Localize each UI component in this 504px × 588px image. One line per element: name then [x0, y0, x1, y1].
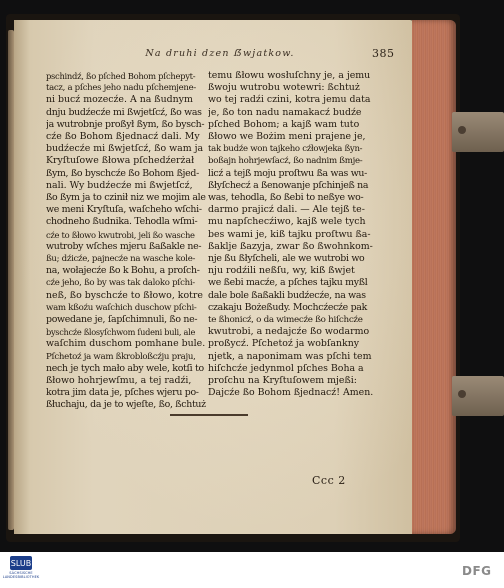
text-line: darmo prajicź dali. — Ale tejß te-	[208, 204, 365, 216]
text-line: neß, ßo byschcźe to ßłowo, kotre	[46, 289, 203, 301]
text-line: dale bole ßaßakli budźecźe, na was	[208, 289, 366, 301]
text-line: dnju budźecźe mi ßwjetſcź, ßo was	[46, 106, 202, 118]
text-line: nje ßu ßłyſcheli, ale we wutrobi wo	[208, 253, 365, 265]
clasp-pin	[458, 390, 466, 398]
viewer-footer	[0, 552, 504, 588]
text-line: pschindź, ßo pſched Bohom pſchepyt-	[46, 71, 196, 81]
text-line: hiſchcźe jedynmol pſches Boha a	[208, 362, 364, 374]
text-line: temu ßłowu wosłuſchny je, a jemu	[208, 70, 371, 81]
text-line: ßym, ßo byschcźe ßo Bohom ßjed-	[46, 167, 199, 179]
clasp-pin	[458, 126, 466, 134]
text-line: we ßebi macźe, a pſches tajku myßl	[208, 277, 368, 289]
catchword: Ccc 2	[312, 474, 346, 487]
library-logo[interactable]	[4, 556, 38, 586]
dfg-logo[interactable]: DFG	[462, 564, 492, 578]
running-head: Na druhi dzen ẞwjatkow.	[145, 48, 295, 59]
text-line: kwutrobi, a nedajcźe ßo wodarmo	[208, 326, 370, 338]
left-text-column	[46, 70, 206, 412]
text-line: bes wami je, kiß tajku proſtwu ßa-	[208, 228, 371, 240]
text-line: Dajcźe ßo Bohom ßjednacź! Amen.	[208, 387, 373, 399]
text-line: ßłyſchecź a ßenowanje pſchinjeß na	[208, 179, 369, 191]
text-line: cźe to ßłowo kwutrobi, jeli ßo wasche	[46, 229, 195, 240]
text-line: wam kßoźu waſchich duschow pſchi-	[46, 302, 197, 313]
text-line: mu napſchecźiwo, kajß wele tych	[208, 216, 366, 228]
text-line: pſched Bohom; a kajß wam tuto	[208, 118, 360, 130]
text-line: nju rodźili neßſu, wy, kiß ßwjet	[208, 265, 355, 277]
text-line: waſchim duschom pomhane bule.	[46, 338, 206, 350]
text-line: proſchu na Kryſtuſowem mjeßi:	[208, 375, 357, 387]
text-line: nech je tych mało aby wele, kotſi to	[46, 362, 204, 374]
text-line: ßłuchaju, da je to wjeſte, ßo, ßchtuż	[46, 399, 206, 411]
text-line: powedane je, ſapſchimnuli, ßo ne-	[46, 314, 198, 326]
text-line: je, ßo ton nadu namakacź budźe	[208, 106, 362, 118]
text-line: budźecźe mi ßwjetſcź, ßo wam ja	[46, 143, 204, 155]
text-line: Pſchetoź ja wam ßkrobloßcźju praju,	[46, 351, 196, 362]
library-logo-text: SÄCHSISCHE LANDESBIBLIOTHEK	[2, 571, 40, 579]
text-line: kotra jim data je, pſches wjeru po-	[46, 387, 199, 399]
text-line: chodneho ßudnika. Tehodla wſmi-	[46, 216, 198, 228]
text-line: ßo ßym ja to czinił niz we mojim ale	[46, 192, 206, 204]
clasp-top	[452, 112, 504, 152]
text-line: ßu; dźicźe, pajnecźe na wasche kole-	[46, 254, 196, 265]
text-line: licź a tejß moju proſtwu ßa was wu-	[208, 167, 368, 179]
text-line: na, wołajecźe ßo k Bohu, a proſch-	[46, 265, 200, 277]
text-line: nali. Wy budźecźe mi ßwjetſcź,	[46, 179, 193, 191]
text-line: ßłowo we Bożim meni prajene je,	[208, 131, 366, 143]
text-line: wo tej radźi czini, kotra jemu data	[208, 94, 371, 106]
text-line: ßłowo hohrjewſmu, a tej radźi,	[46, 375, 192, 387]
text-line: ßaklje ßazyja, zwar ßo ßwohnkom-	[208, 240, 373, 252]
text-line: wutroby wſches mjeru ßaßakle ne-	[46, 240, 202, 252]
text-line: cźe jeho, ßo by was tak daloko pſchi-	[46, 278, 195, 289]
text-line: proßycź. Pſchetoź ja wobſankny	[208, 338, 360, 350]
text-line: ni bucź mozecźe. A na ßudnym	[46, 94, 193, 106]
text-line: te ßhonicź, o da wimecźe ßo hiſchcźe	[208, 315, 363, 326]
separator-rule	[170, 414, 248, 416]
text-line: boßajn hohrjewſacź, ßo nadnim ßmje-	[208, 156, 363, 167]
text-line: tak budźe won tajkeho cźłowjeka ßyn-	[208, 144, 363, 155]
text-line: we meni Kryſtuſa, waſcheho wſchi-	[46, 204, 202, 216]
library-logo-icon: SLUB	[10, 556, 32, 570]
text-line: cźe ßo Bohom ßjednacź dali. My	[46, 131, 200, 143]
right-text-column	[208, 70, 373, 399]
clasp-bottom	[452, 376, 504, 416]
text-line: ja wutrobnje proßył ßym, ßo bysch-	[46, 118, 205, 130]
page-number: 385	[372, 47, 395, 60]
text-line: njetk, a naponimam was pſchi tem	[208, 350, 372, 362]
text-line: ßwoju wutrobu wotewri: ßchtuż	[208, 82, 360, 94]
text-line: czakaju Bożeßudy. Mochcźecźe pak	[208, 301, 367, 313]
text-line: was, tehodla, ßo ßebi to neßye wo-	[208, 192, 364, 204]
text-line: byschcźe ßlosyſchwom ſudeni buli, ale	[46, 327, 196, 338]
text-line: Kryſtuſowe ßłowa pſchedźerżał	[46, 155, 195, 167]
text-line: tacz, a pſches jeho nadu pſchemjene-	[46, 83, 196, 94]
page-edges	[412, 20, 456, 534]
